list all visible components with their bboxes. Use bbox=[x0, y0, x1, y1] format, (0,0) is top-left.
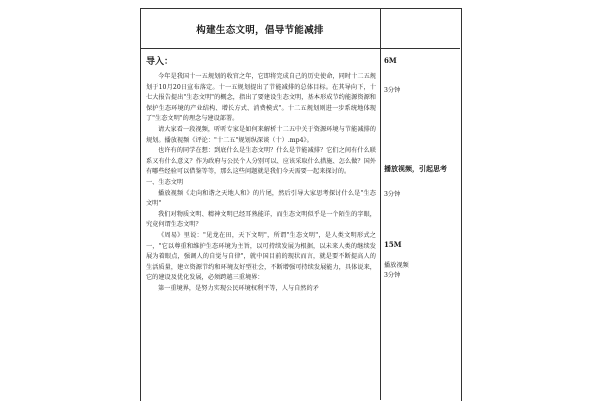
sidebar-duration-1: 3分钟 bbox=[384, 87, 401, 94]
sidebar-duration-2: 3分钟 bbox=[384, 191, 401, 198]
section-heading: 一、生态文明 bbox=[146, 178, 184, 186]
section-paragraph-2: 我们对物质文明、精神文明已经耳熟能详，而生态文明似乎是一个陌生的字眼，究竟何谓生态文明？ bbox=[146, 210, 376, 229]
intro-heading: 导入： bbox=[146, 57, 174, 67]
section-paragraph-4: 第一重境界，是努力实现公民环境权利平等，人与自然的矛 bbox=[158, 284, 319, 292]
document-title: 构建生态文明，倡导节能减排 bbox=[196, 25, 324, 36]
main-content bbox=[146, 54, 376, 294]
header-divider bbox=[140, 48, 460, 49]
sidebar-time-6m: 6M bbox=[384, 56, 397, 65]
column-divider bbox=[380, 8, 381, 400]
section-paragraph-1: 播放视频《走向和谐之天地人和》的片尾，然后引导大家思考探讨什么是"生态文明" bbox=[146, 189, 376, 208]
sidebar-note-video: 播放视频，引起思考 bbox=[384, 164, 447, 173]
paragraph-1: 今年是我国十一五规划的收官之年，它即将完成自己的历史使命，同时十二五规划于10月20日宣布落定。十一五规划提出了节能减排的总体目标。在其导向下，十七大报告提出"生态文明"的概念，指出了要建设生态文明，基本形成节约能源资源和保护生态环境的产业结构、增长方式、消费模式"。十二五规划则进一步系统地体现了"生态文明"的理念与建设部署。 bbox=[146, 73, 376, 123]
sidebar-duration-3: 3分钟 bbox=[384, 272, 401, 279]
paragraph-2: 请大家看一段视频，听听专家是如何来解析十二五中关于资源环境与节能减排的规划。播放视频《评论："十二五"规划纵深谈（十）.mp4》。 bbox=[146, 125, 376, 144]
sidebar-note-play: 播放视频 bbox=[384, 262, 409, 269]
section-paragraph-3: 《周易》里说："见龙在田，天下文明"，所谓"生态文明"，是人类文明形式之一，"它以尊重和维护生态环境为主旨，以可持续发展为根据，以未来人类的继续发展为着眼点，强调人的自觉与自律"，就中国目前的现状而言，就是要不断提高人的生活质量，建立资源节约和环境友好型社会，不断增强可持续发展能力，具体说来，它的建设及优化发展，必须跨越三重境界： bbox=[146, 231, 376, 282]
paragraph-3: 也许有的同学在想：到底什么是生态文明？什么是节能减排？它们之间有什么联系又有什么意义？作为政府与公民个人分别可以、应该采取什么措施、怎么做？国外有哪些经验可以借鉴等等，那么这些问题就是我们今天需要一起来探讨的。 bbox=[146, 147, 376, 176]
document-page bbox=[140, 8, 462, 400]
sidebar-time-15m: 15M bbox=[384, 240, 402, 249]
